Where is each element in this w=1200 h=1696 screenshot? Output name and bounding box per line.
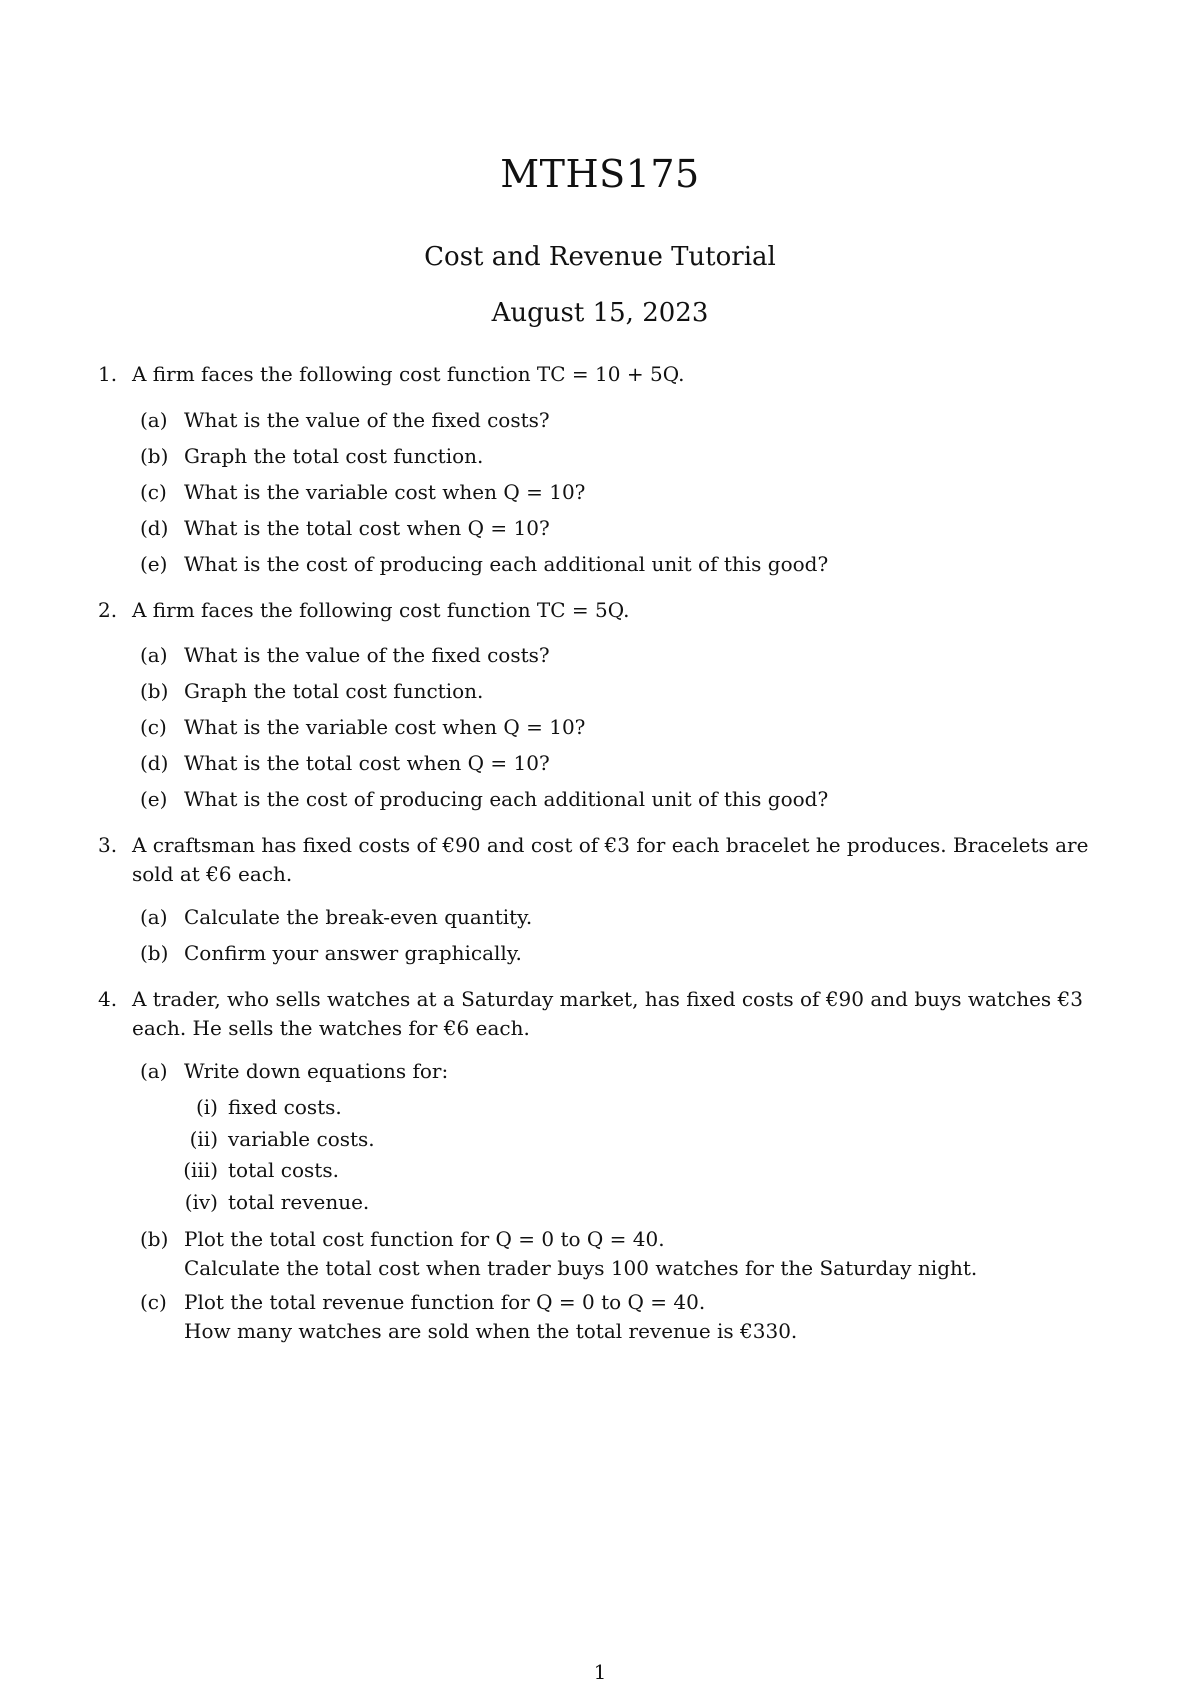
- subpart-text: total costs.: [228, 1158, 339, 1182]
- question-2-part-d: [140, 749, 1120, 778]
- subpart-text: total revenue.: [228, 1190, 370, 1214]
- part-text: Confirm your answer graphically.: [184, 941, 522, 965]
- part-text: Plot the total revenue function for Q = 0 to Q = 40.: [184, 1290, 706, 1314]
- question-1-part-a: [140, 406, 1120, 435]
- question-number: 1.: [98, 362, 118, 386]
- part-text: Plot the total cost function for Q = 0 to Q = 40.: [184, 1227, 665, 1251]
- question-3: [98, 831, 1118, 889]
- question-text: A trader, who sells watches at a Saturday market, has fixed costs of €90 and buys watches €3 each. He sells the watches for €6 each.: [132, 987, 1083, 1040]
- subpart-label: (iv): [184, 1190, 218, 1214]
- document-date: August 15, 2023: [491, 298, 709, 328]
- part-text: What is the total cost when Q = 10?: [184, 516, 550, 540]
- question-text: A firm faces the following cost function TC = 10 + 5Q.: [132, 362, 685, 386]
- question-text: A craftsman has fixed costs of €90 and cost of €3 for each bracelet he produces. Bracelets are sold at €6 each.: [132, 833, 1089, 886]
- part-label: (a): [140, 1059, 168, 1083]
- question-number: 3.: [98, 833, 118, 857]
- question-4-part-a: [140, 1057, 1120, 1086]
- page-number: 1: [593, 1660, 607, 1684]
- question-4-subpart-ii: [176, 1125, 1076, 1154]
- question-4: [98, 985, 1118, 1043]
- part-label: (c): [140, 715, 167, 739]
- part-label: (b): [140, 679, 169, 703]
- part-text: Calculate the break-even quantity.: [184, 905, 533, 929]
- question-text: A firm faces the following cost function TC = 5Q.: [132, 598, 630, 622]
- question-4-part-c: [140, 1288, 1120, 1346]
- part-label: (a): [140, 905, 168, 929]
- part-text: What is the cost of producing each additional unit of this good?: [184, 787, 829, 811]
- part-label: (a): [140, 408, 168, 432]
- part-label: (b): [140, 941, 169, 965]
- question-4-part-b: [140, 1225, 1120, 1283]
- document-subtitle: Cost and Revenue Tutorial: [424, 242, 776, 272]
- subpart-label: (i): [195, 1095, 218, 1119]
- part-label: (c): [140, 1290, 167, 1314]
- subpart-label: (iii): [183, 1158, 218, 1182]
- part-text-line2: Calculate the total cost when trader buys 100 watches for the Saturday night.: [184, 1256, 978, 1280]
- question-1-part-d: [140, 514, 1120, 543]
- part-label: (b): [140, 1227, 169, 1251]
- question-2: [98, 596, 1118, 625]
- question-number: 4.: [98, 987, 118, 1011]
- part-label: (e): [140, 552, 168, 576]
- part-text: What is the total cost when Q = 10?: [184, 751, 550, 775]
- question-3-part-a: [140, 903, 1120, 932]
- part-label: (e): [140, 787, 168, 811]
- part-text: Write down equations for:: [184, 1059, 449, 1083]
- question-2-part-e: [140, 785, 1120, 814]
- part-text: What is the variable cost when Q = 10?: [184, 480, 586, 504]
- question-2-part-b: [140, 677, 1120, 706]
- subpart-text: variable costs.: [228, 1127, 375, 1151]
- part-text: Graph the total cost function.: [184, 679, 484, 703]
- question-2-part-c: [140, 713, 1120, 742]
- question-number: 2.: [98, 598, 118, 622]
- question-4-subpart-iv: [176, 1188, 1076, 1217]
- question-4-subpart-i: [176, 1093, 1076, 1122]
- part-label: (c): [140, 480, 167, 504]
- question-3-part-b: [140, 939, 1120, 968]
- question-4-subpart-iii: [176, 1156, 1076, 1185]
- part-text: What is the value of the fixed costs?: [184, 408, 550, 432]
- part-text: Graph the total cost function.: [184, 444, 484, 468]
- part-label: (a): [140, 643, 168, 667]
- part-text-line2: How many watches are sold when the total revenue is €330.: [184, 1319, 798, 1343]
- question-1: [98, 360, 1118, 389]
- document-title: MTHS175: [500, 152, 700, 196]
- part-text: What is the cost of producing each additional unit of this good?: [184, 552, 829, 576]
- part-label: (b): [140, 444, 169, 468]
- question-2-part-a: [140, 641, 1120, 670]
- part-label: (d): [140, 751, 169, 775]
- subpart-text: fixed costs.: [228, 1095, 342, 1119]
- question-1-part-e: [140, 550, 1120, 579]
- question-1-part-b: [140, 442, 1120, 471]
- question-1-part-c: [140, 478, 1120, 507]
- part-text: What is the value of the fixed costs?: [184, 643, 550, 667]
- subpart-label: (ii): [189, 1127, 218, 1151]
- part-text: What is the variable cost when Q = 10?: [184, 715, 586, 739]
- part-label: (d): [140, 516, 169, 540]
